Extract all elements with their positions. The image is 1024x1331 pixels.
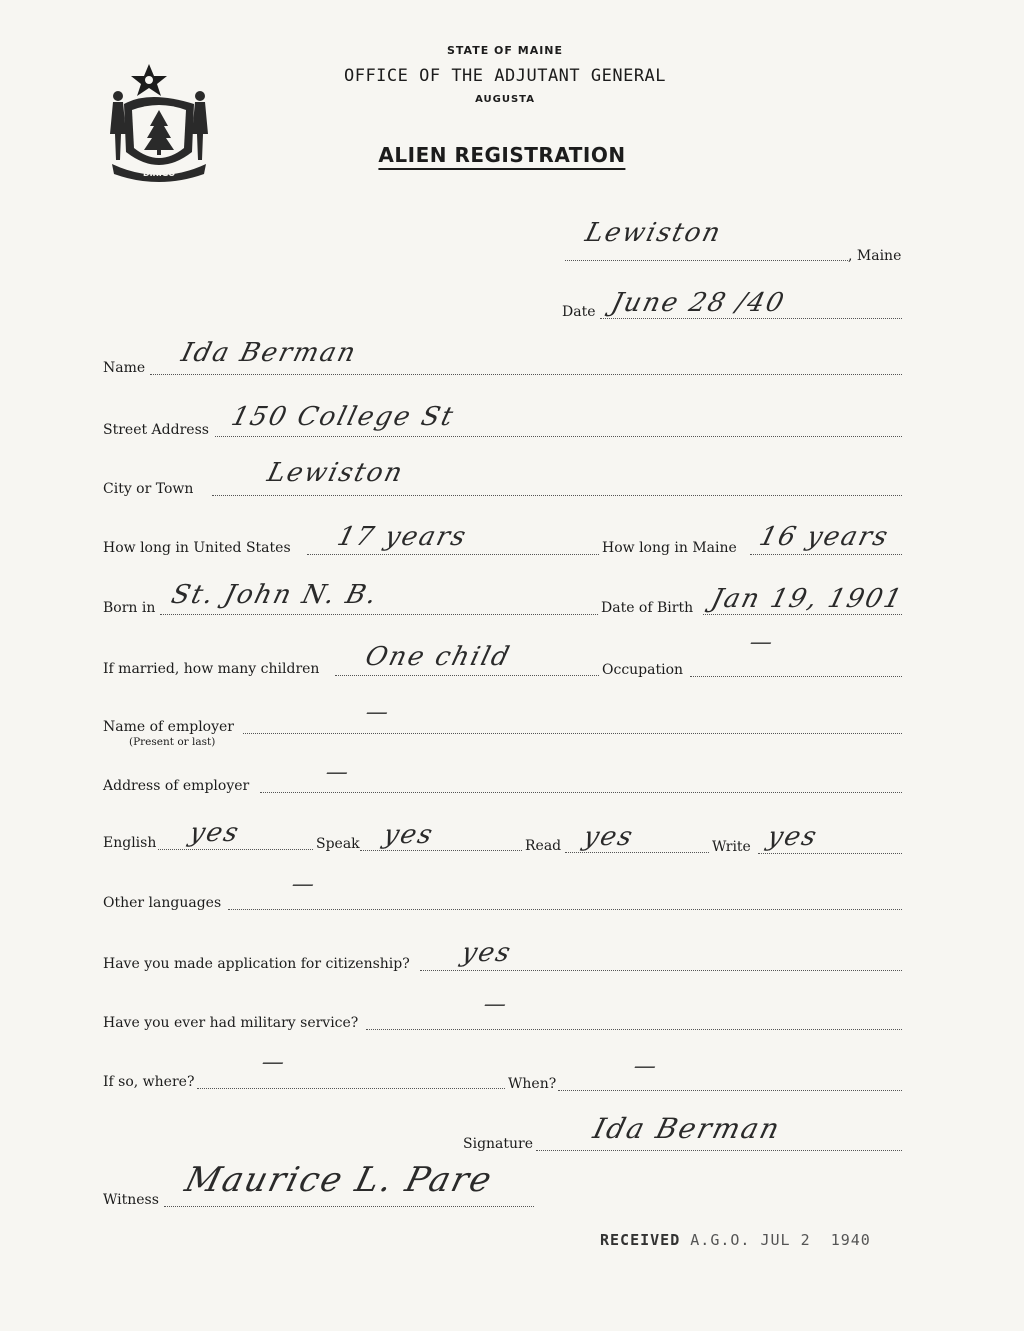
english-value: yes: [186, 818, 244, 848]
employer-address-label: Address of employer: [103, 778, 250, 794]
other-languages-label: Other languages: [103, 895, 222, 911]
speak-line: [360, 850, 522, 851]
street-line: [215, 436, 902, 437]
witness-value: Maurice L. Pare: [181, 1160, 498, 1200]
name-line: [150, 374, 902, 375]
signature-value: Ida Berman: [589, 1112, 785, 1145]
where-value: —: [258, 1050, 290, 1075]
how-long-us-line: [307, 554, 599, 555]
city-line: [212, 495, 902, 496]
witness-label: Witness: [103, 1192, 159, 1208]
employer-address-value: —: [322, 760, 354, 785]
write-line: [758, 853, 902, 854]
office-heading: OFFICE OF THE ADJUTANT GENERAL: [343, 66, 667, 86]
english-line: [158, 849, 313, 850]
date-value: June 28 /40: [608, 288, 789, 318]
how-long-us-label: How long in United States: [103, 540, 291, 556]
when-line: [558, 1090, 902, 1091]
employer-name-line: [243, 733, 902, 734]
employer-name-value: —: [362, 700, 394, 725]
witness-line: [164, 1206, 534, 1207]
read-line: [565, 852, 709, 853]
born-in-value: St. John N. B.: [168, 580, 382, 610]
stamp-office: A.G.O.: [690, 1231, 751, 1249]
date-of-birth-label: Date of Birth: [601, 600, 694, 616]
born-in-label: Born in: [103, 600, 156, 616]
military-line: [366, 1029, 902, 1030]
employer-name-label: Name of employer: [103, 719, 234, 735]
how-long-maine-line: [750, 554, 902, 555]
children-line: [335, 675, 599, 676]
how-long-us-value: 17 years: [334, 522, 471, 552]
location-value: Lewiston: [582, 218, 726, 248]
signature-line: [536, 1150, 902, 1151]
write-value: yes: [764, 822, 822, 852]
location-suffix-label: , Maine: [848, 248, 902, 264]
english-label: English: [103, 835, 157, 851]
date-of-birth-line: [703, 614, 902, 615]
seal-motto: DIRIGO: [142, 169, 176, 178]
employer-name-sublabel: (Present or last): [129, 736, 216, 748]
signature-label: Signature: [463, 1136, 534, 1152]
name-label: Name: [103, 360, 146, 376]
citizenship-label: Have you made application for citizenship?: [103, 956, 410, 972]
received-stamp: [600, 1231, 871, 1249]
city-label: City or Town: [103, 481, 194, 497]
citizenship-line: [420, 970, 902, 971]
read-value: yes: [580, 822, 638, 852]
location-line: [565, 260, 848, 261]
when-label: When?: [508, 1076, 557, 1092]
military-label: Have you ever had military service?: [103, 1015, 359, 1031]
city-heading: AUGUSTA: [475, 94, 535, 105]
employer-address-line: [260, 792, 902, 793]
write-label: Write: [712, 839, 751, 855]
where-line: [197, 1088, 505, 1089]
occupation-line: [690, 676, 902, 677]
name-value: Ida Berman: [178, 338, 361, 368]
when-value: —: [630, 1054, 662, 1079]
street-label: Street Address: [103, 422, 209, 438]
other-languages-value: —: [288, 872, 320, 897]
date-line: [600, 318, 902, 319]
city-value: Lewiston: [264, 458, 408, 488]
military-value: —: [480, 992, 512, 1017]
speak-label: Speak: [316, 836, 360, 852]
form-title: ALIEN REGISTRATION: [378, 143, 625, 170]
stamp-received: RECEIVED: [600, 1231, 681, 1249]
speak-value: yes: [380, 820, 438, 850]
children-label: If married, how many children: [103, 661, 320, 677]
how-long-maine-label: How long in Maine: [602, 540, 737, 556]
occupation-value: —: [746, 630, 778, 655]
where-label: If so, where?: [103, 1074, 195, 1090]
state-seal-icon: [104, 60, 214, 182]
occupation-label: Occupation: [602, 662, 684, 678]
stamp-date: JUL 2 1940: [760, 1231, 871, 1249]
read-label: Read: [525, 838, 562, 854]
children-value: One child: [362, 642, 515, 672]
other-languages-line: [228, 909, 902, 910]
state-heading: STATE OF MAINE: [446, 44, 564, 57]
born-in-line: [160, 614, 598, 615]
citizenship-value: yes: [458, 938, 516, 968]
date-label: Date: [562, 304, 596, 320]
street-value: 150 College St: [228, 402, 458, 432]
how-long-maine-value: 16 years: [756, 522, 893, 552]
date-of-birth-value: Jan 19, 1901: [708, 584, 907, 614]
